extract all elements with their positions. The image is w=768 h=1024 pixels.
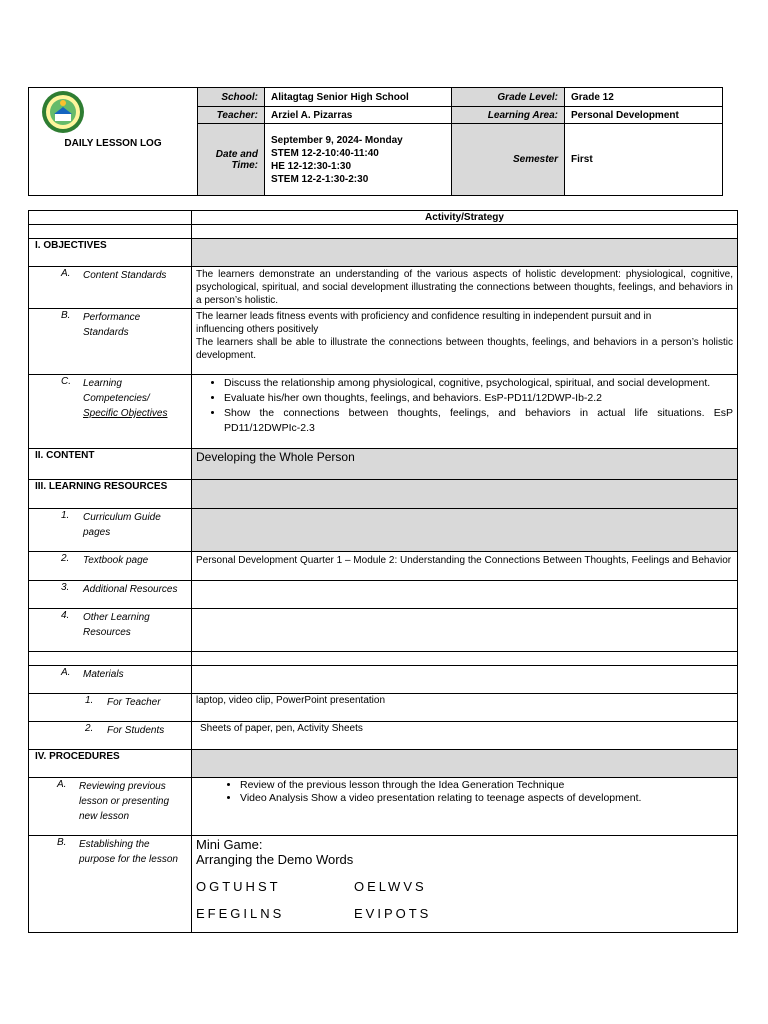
blank-cell <box>29 225 192 239</box>
cg-label: Curriculum Guide pages <box>83 512 161 538</box>
scrambled-row <box>196 906 733 921</box>
school-seal-icon <box>41 90 85 134</box>
date-label: Date and Time: <box>198 124 265 196</box>
item-number: 2. <box>61 553 70 564</box>
competencies-label: Learning Competencies/ <box>83 378 150 404</box>
scrambled-word: EFEGILNS <box>196 906 285 921</box>
review-item: • Video Analysis Show a video presentation relating to teenage aspects of development. <box>240 792 733 805</box>
review-item: • Review of the previous lesson through the Idea Generation Technique <box>240 779 733 792</box>
school-label: School: <box>198 88 265 107</box>
content-standards-value: The learners demonstrate an understanding of the various aspects of holistic development: physiological, cognitive, psychological, spiritual, and social development illustrating the connections between thoughts, feelings, and behaviors in a person’s holistic. <box>192 267 738 309</box>
lesson-table <box>28 210 738 933</box>
content-value: Developing the Whole Person <box>192 449 738 480</box>
content-standards-label: Content Standards <box>83 270 167 281</box>
competencies-label-cell <box>29 375 192 449</box>
item-number: 1. <box>85 695 94 706</box>
scrambled-word: OGTUHST <box>196 879 281 894</box>
cg-value <box>192 509 738 552</box>
other-label: Other Learning Resources <box>83 612 150 638</box>
column-header: Activity/Strategy <box>192 211 738 225</box>
resources-value <box>192 480 738 509</box>
performance-standards-line: The learner leads fitness events with proficiency and confidence resulting in independent pursuit and in <box>196 311 652 322</box>
review-value <box>192 778 738 836</box>
additional-value <box>192 581 738 609</box>
materials-label-cell <box>29 666 192 694</box>
additional-label-cell <box>29 581 192 609</box>
item-number: A. <box>57 779 67 790</box>
competency-item: • Evaluate his/her own thoughts, feelings, and behaviors. EsP-PD11/12DWP-Ib-2.2 <box>224 391 733 406</box>
objectives-label: I. OBJECTIVES <box>29 239 192 267</box>
materials-value <box>192 666 738 694</box>
objectives-value <box>192 239 738 267</box>
purpose-label: Establishing the purpose for the lesson <box>79 839 178 865</box>
content-label: II. CONTENT <box>29 449 192 480</box>
procedures-label: IV. PROCEDURES <box>29 750 192 778</box>
for-teacher-label-cell <box>29 694 192 722</box>
blank-cell <box>29 652 192 666</box>
page-title: DAILY LESSON LOG <box>64 138 162 149</box>
teacher-label: Teacher: <box>198 107 265 124</box>
date-value <box>265 124 452 196</box>
materials-label: Materials <box>83 669 124 680</box>
semester-value: First <box>565 124 723 196</box>
date-line: HE 12-12:30-1:30 <box>271 160 352 172</box>
school-value: Alitagtag Senior High School <box>265 88 452 107</box>
date-line: September 9, 2024- Monday <box>271 134 403 146</box>
procedures-value <box>192 750 738 778</box>
grade-value: Grade 12 <box>565 88 723 107</box>
review-label: Reviewing previous lesson or presenting new lesson <box>79 781 170 822</box>
content-standards-label-cell <box>29 267 192 309</box>
item-number: 1. <box>61 510 70 521</box>
item-number: A. <box>61 667 71 678</box>
specific-objectives-label: Specific Objectives <box>83 408 168 419</box>
review-label-cell <box>29 778 192 836</box>
competency-item: • Show the connections between thoughts, feelings, and behaviors in actual life situations. EsP PD11/12DWPIc-2.3 <box>224 406 733 436</box>
purpose-label-cell <box>29 836 192 933</box>
textbook-value: Personal Development Quarter 1 – Module 2: Understanding the Connections Between Thoughts, Feelings and Behavior <box>192 552 738 581</box>
grade-label: Grade Level: <box>452 88 565 107</box>
logo-title-cell <box>29 88 198 196</box>
for-teacher-label: For Teacher <box>107 697 161 708</box>
semester-label: Semester <box>452 124 565 196</box>
item-number: 2. <box>85 723 94 734</box>
other-label-cell <box>29 609 192 652</box>
performance-standards-value <box>192 309 738 375</box>
for-students-label: For Students <box>107 725 165 736</box>
item-number: 3. <box>61 582 70 593</box>
other-value <box>192 609 738 652</box>
game-title: Mini Game: <box>196 837 263 852</box>
area-value: Personal Development <box>565 107 723 124</box>
performance-standards-label: Performance Standards <box>83 312 141 338</box>
date-line: STEM 12-2-1:30-2:30 <box>271 173 369 185</box>
blank-cell <box>192 225 738 239</box>
additional-label: Additional Resources <box>83 584 178 595</box>
textbook-label-cell <box>29 552 192 581</box>
competencies-value <box>192 375 738 449</box>
textbook-label: Textbook page <box>83 555 149 566</box>
purpose-value <box>192 836 738 933</box>
performance-standards-label-cell <box>29 309 192 375</box>
cg-label-cell <box>29 509 192 552</box>
header-table <box>28 87 723 196</box>
item-number: C. <box>61 376 71 387</box>
scrambled-word: OELWVS <box>354 879 427 894</box>
game-subtitle: Arranging the Demo Words <box>196 852 354 867</box>
competency-item: • Discuss the relationship among physiological, cognitive, psychological, spiritual, and social development. <box>224 376 733 391</box>
for-teacher-value: laptop, video clip, PowerPoint presentation <box>192 694 738 722</box>
scrambled-word: EVIPOTS <box>354 906 432 921</box>
teacher-value: Arziel A. Pizarras <box>265 107 452 124</box>
area-label: Learning Area: <box>452 107 565 124</box>
item-number: B. <box>61 310 71 321</box>
item-number: A. <box>61 268 71 279</box>
resources-label: III. LEARNING RESOURCES <box>29 480 192 509</box>
performance-standards-line: The learners shall be able to illustrate the connections between thoughts, feelings, and behaviors in a person’s holistic development. <box>196 337 733 361</box>
blank-cell <box>192 652 738 666</box>
date-line: STEM 12-2-10:40-11:40 <box>271 147 379 159</box>
scrambled-row <box>196 879 733 894</box>
for-students-label-cell <box>29 722 192 750</box>
item-number: 4. <box>61 610 70 621</box>
item-number: B. <box>57 837 67 848</box>
for-students-value: Sheets of paper, pen, Activity Sheets <box>192 722 738 750</box>
performance-standards-line: influencing others positively <box>196 324 319 335</box>
blank-cell <box>29 211 192 225</box>
